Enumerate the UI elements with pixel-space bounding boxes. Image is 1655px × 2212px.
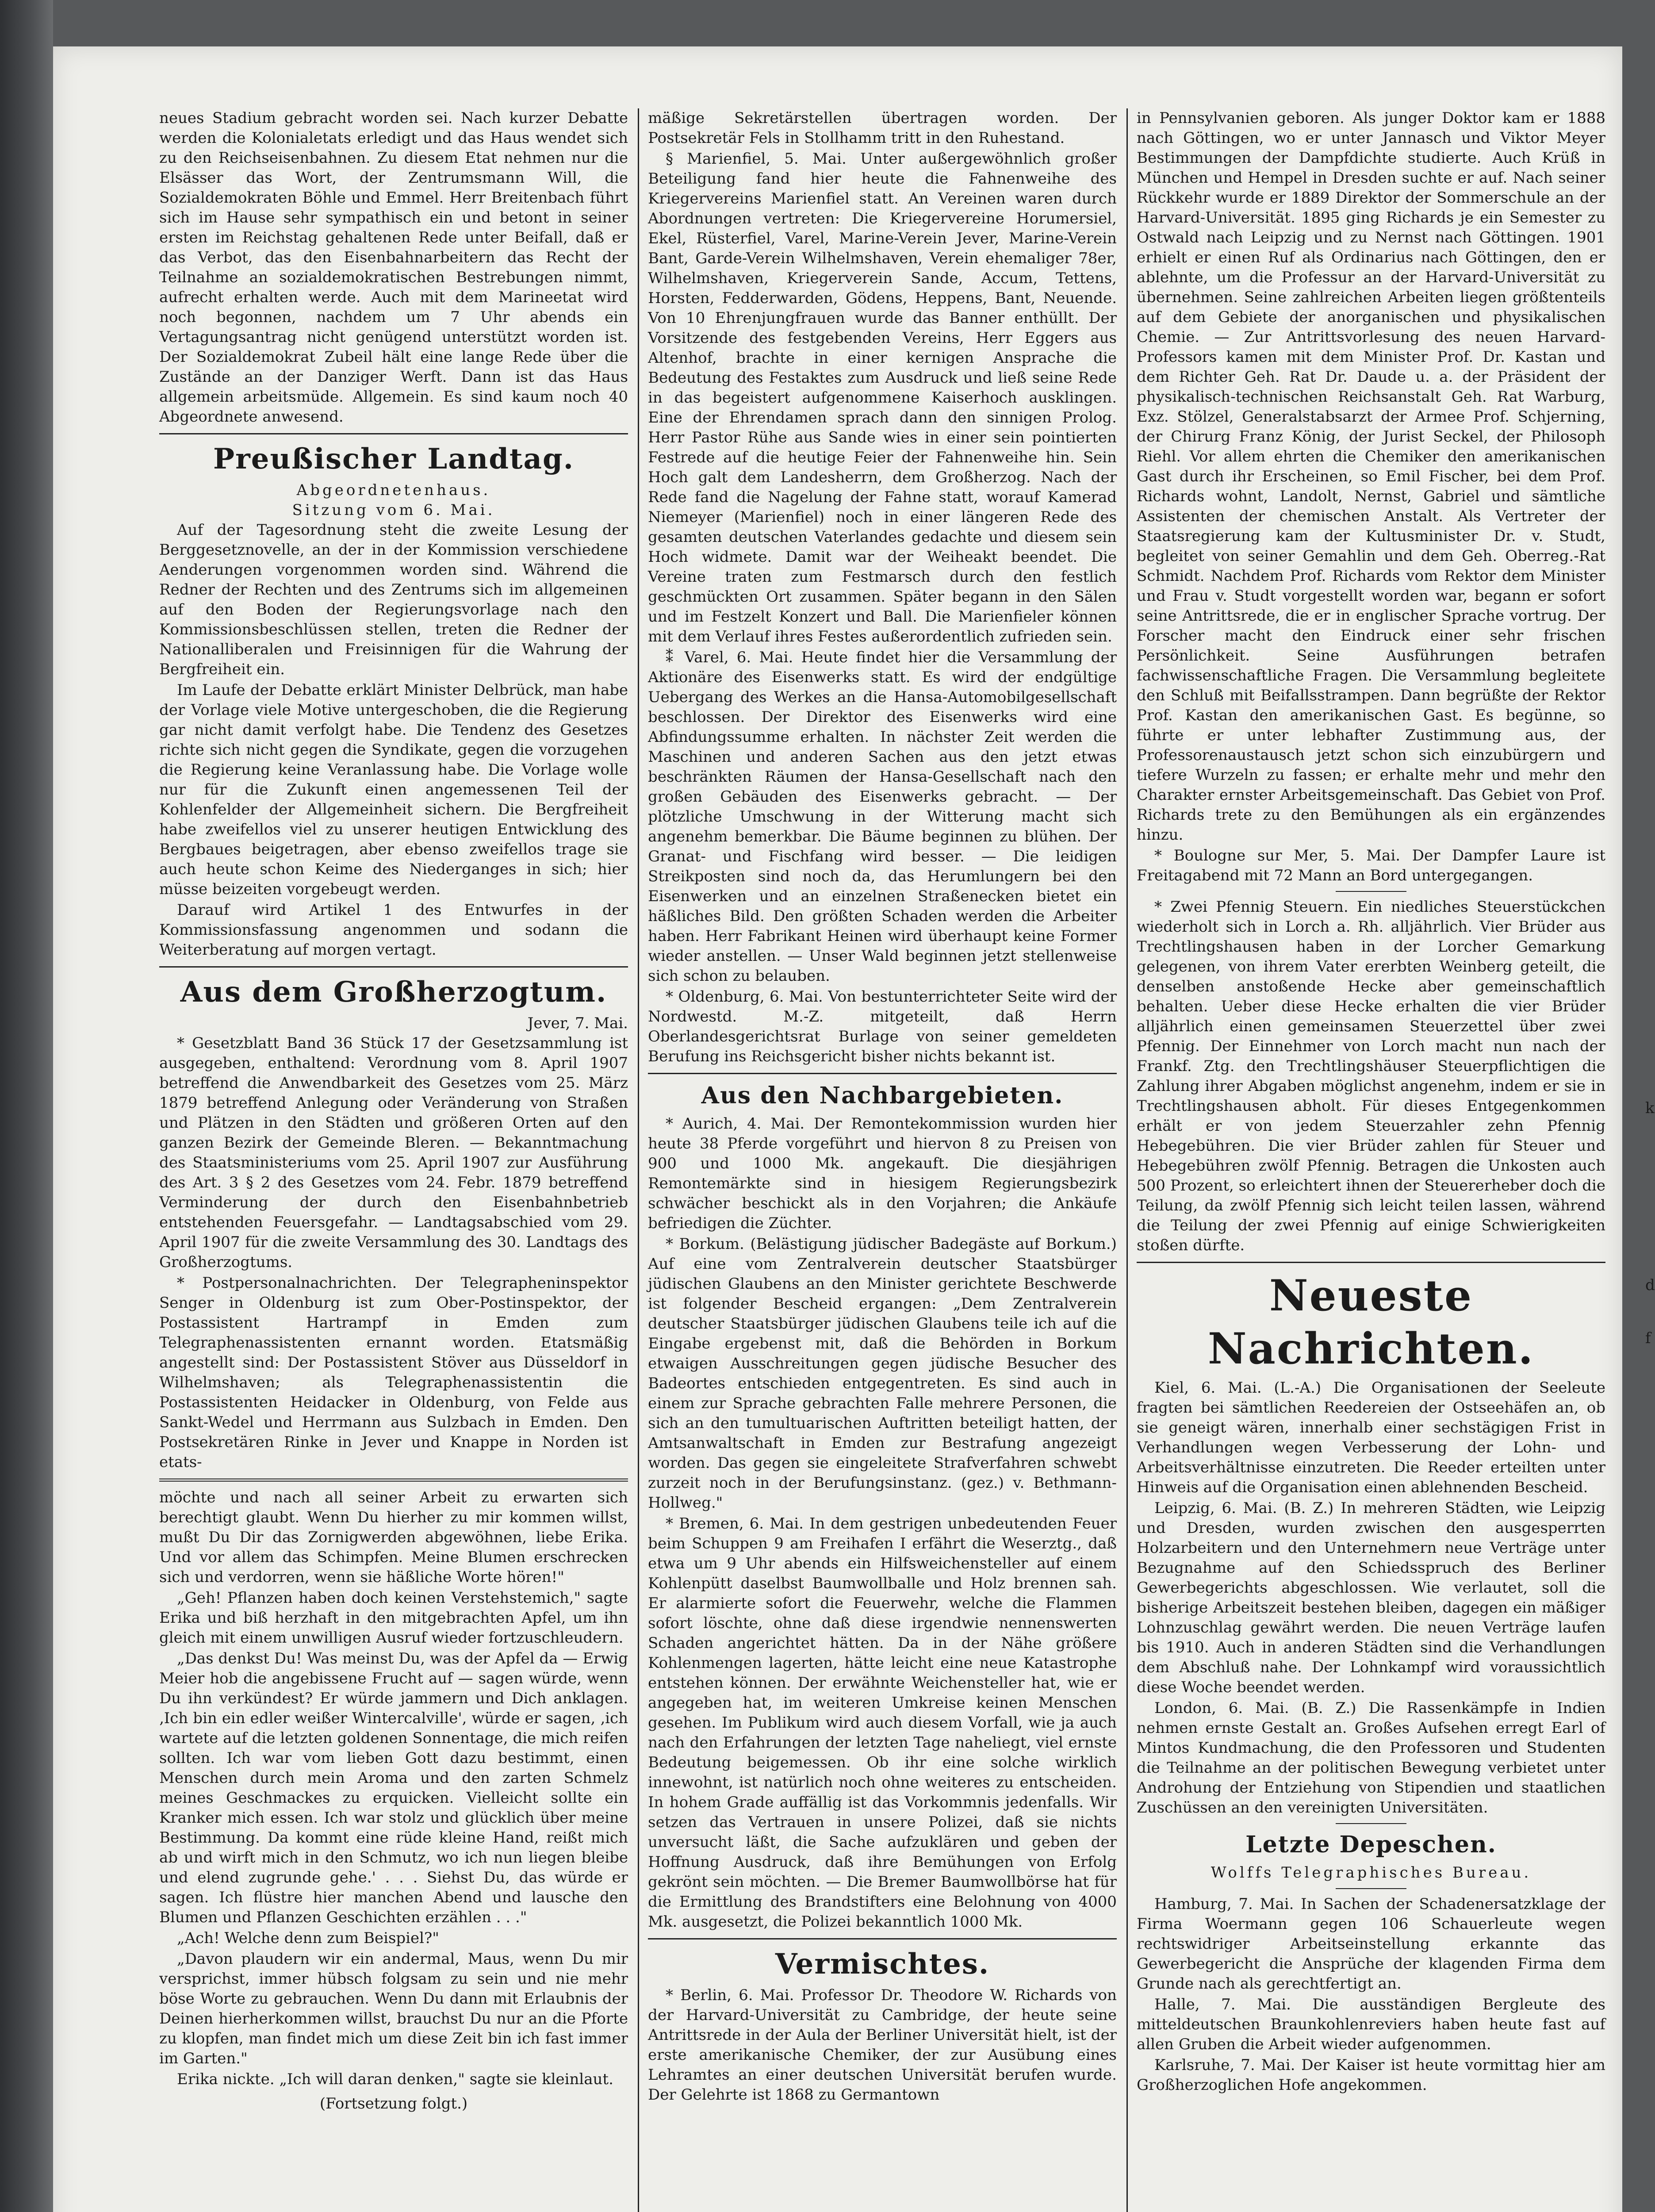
news-item: * Bremen, 6. Mai. In dem gestrigen unbedeutenden Feuer beim Schuppen 9 am Freihafen I erfährt die Weserztg., daß etwa um 9 Uhr abends ein Hilfsweichensteller auf einem Kohlenpütt daselbst Baumwollballe und Holz brennen sah. Er alarmierte sofort die Feuerwehr, welche die Flammen sofort löschte, ohne daß diese irgendwie nennenswerten Schaden angerichtet hätten. Da in der Nähe größere Kohlenmengen lagerten, hätte leicht eine neue Katastrophe entstehen können. Der erwähnte Weichensteller hat, wie er angegeben hat, im weiteren Umkreise keinen Menschen gesehen. Im Publikum wird auch diesem Vorfall, wie ja auch nach den Erfahrungen der letzten Tage naheliegt, viel ernste Bedeutung beigemessen. Ob ihr eine solche wirklich innewohnt, ist natürlich noch ohne weiteres zu entscheiden. In hohem Grade auffällig ist das Vorkommnis jedenfalls. Wir setzen das Vertrauen in unsere Polizei, daß sie nichts unversucht läßt, die Sache aufzuklären und geben der Hoffnung Ausdruck, daß ihre Bemühungen von Erfolg gekrönt sein möchten. — Die Bremer Baumwollbörse hat für die Ermittlung des Brandstifters eine Belohnung von 4000 Mk. ausgesetzt, die Polizei bekanntlich 1000 Mk. (648, 1515, 1117, 1931)
news-item: London, 6. Mai. (B. Z.) Die Rassenkämpfe in Indien nehmen ernste Gestalt an. Großes Aufsehen erregt Earl of Mintos Kundmachung, die den Professoren und Studenten die Teilnahme an der politischen Bewegung verbietet unter Androhung der Entziehung von Stipendien und staatlichen Zuschüssen an den vereinigten Universitäten. (1137, 1699, 1605, 1816)
grossherzogtum-heading: Aus dem Großherzogtum. (180, 975, 607, 1009)
feuilleton-paragraph: „Das denkst Du! Was meinst Du, was der Apfel da — Erwig Meier hob die angebissene Frucht auf — sagen würde, wenn Du ihn verkündest? Er würde jammern und Dich anklagen. ‚Ich bin ein edler weißer Wintercalville', würde er sagen, ‚ich wartete auf die letzten goldenen Sonnentage, die mich reifen sollten. Ich war vom lieben Gott dazu bestimmt, einen Menschen durch mein Aroma und den zarten Schmelz meines Geschmackes zu erquicken. Vielleicht sollte ein Kranker mich essen. Ich war stolz und glücklich über meine Bestimmung. Da kommt eine rüde kleine Hand, reißt mich ab und wirft mich in den Schmutz, wo ich nun liegen bleibe und elend zugrunde gehe.' . . . Siehst Du, das würde er sagen. Ich flüstre hier manchen Abend und lausche den Blumen und Pflanzen Geschichten erzählen . . ." (159, 1650, 628, 1926)
news-item: ⁑ Varel, 6. Mai. Heute findet hier die Versammlung der Aktionäre des Eisenwerks statt. Es wird der endgültige Uebergang des Werkes an die Hansa-Automobilgesellschaft beschlossen. Der Direktor des Eisenwerks wird eine Abfindungssumme erhalten. In nächster Zeit werden die Maschinen und anderen Sachen aus den jetzt etwas beschränkten Räumen der Hansa-Gesellschaft nach den großen Gebäuden des Eisenwerks gebracht. — Der plötzliche Umschwung in der Witterung macht sich angenehm bemerkbar. Die Bäume beginnen zu blühen. Der Granat- und Fischfang wird besser. — Die leidigen Streikposten sind noch da, das Herumlungern bei den Eisenwerken und an einzelnen Straßenecken bietet ein häßliches Bild. Den größten Schaden werden die Arbeiter haben. Herr Fabrikant Heinen wird überhaupt keine Former wieder anstellen. — Unser Wald beginnen jetzt stellenweise sich schon zu belauben. (648, 649, 1117, 985)
landtag-paragraph: Auf der Tagesordnung steht die zweite Lesung der Berggesetznovelle, an der in der Kommission verschiedene Aenderungen vorgenommen worden sind. Während die Redner der Rechten und des Zentrums sich im allgemeinen auf den Boden der Regierungsvorlage nach den Kommissionsbeschlüssen stellen, treten die Redner der Nationalliberalen und Freisinnigen für die Wahrung der Bergfreiheit ein. (159, 521, 628, 678)
short-divider (1336, 891, 1406, 892)
feuilleton-paragraph: „Davon plaudern wir ein andermal, Maus, wenn Du mir versprichst, immer hübsch folgsam zu sein und nie mehr böse Worte zu gebrauchen. Wenn Du dann mit Erlaubnis der Deinen hierherkommen willst, brauchst Du nur an die Pforte zu klopfen, man findet mich um diese Zeit bin ich fast immer im Garten." (159, 1950, 628, 2067)
news-continuation: in Pennsylvanien geboren. Als junger Doktor kam er 1888 nach Göttingen, wo er unter Jannasch und Viktor Meyer Bestimmungen der Dampfdichte studierte. Auch Krüß in München und Hempel in Dresden suchte er auf. Nach seiner Rückkehr wurde er 1889 Direktor der Sommerschule an der Harvard-Universität. 1895 ging Richards je ein Semester zu Ostwald nach Leipzig und zu Nernst nach Göttingen. 1901 erhielt er einen Ruf als Ordinarius nach Göttingen, den er ablehnte, um die Professur an der Harvard-Universität zu übernehmen. Seine zahlreichen Arbeiten liegen größtenteils auf dem Gebiete der anorganischen und physikalischen Chemie. — Zur Antrittsvorlesung des neuen Harvard-Professors kamen mit dem Minister Prof. Dr. Kastan und dem Richter Geh. Rat Dr. Daude u. a. der Präsident der physikalisch-technischen Reichsanstalt Geh. Rat Warburg, Exz. Stölzel, Generalstabsarzt der Armee Prof. Schjerning, der Chirurg Franz König, der Jurist Seckel, der Philosoph Riehl. Vor allem ehrten die Chemiker den amerikanischen Gast durch ihr Erscheinen, so Emil Fischer, bei dem Prof. Richards wohnt, Landolt, Nernst, Gabriel und sämtliche Assistenten der chemischen Anstalt. Als Vertreter der Staatsregierung kam der Kultusminister Dr. v. Studt, begleitet von seiner Gemahlin und dem Geh. Oberreg.-Rat Schmidt. Nachdem Prof. Richards vom Rektor dem Minister und Frau v. Studt vorgestellt worden war, begann er sofort seine Antrittsrede, die er in englischer Sprache vortrug. Der Forscher macht den Eindruck einer sehr frischen Persönlichkeit. Seine Ausführungen betrafen fachwissenschaftliche Fragen. Die Versammlung begleitete den Schluß mit Beifallsstrampen. Dann begrüßte der Rektor Prof. Kastan den amerikanischen Gast. Es begünne, so führte er unter lebhafter Zustimmung aus, der Professorenaustausch jetzt schon sich einzubürgern und tiefere Wurzeln zu fassen; er erhalte mehr und mehr den Charakter ernster Arbeitsgemeinschaft. Das Gebiet von Prof. Richards trete zu den Bemühungen als ein ergänzendes hinzu. (1137, 109, 1605, 844)
letzte-depeschen-heading: Letzte Depeschen. (1245, 1831, 1497, 1858)
feuilleton-paragraph: „Geh! Pflanzen haben doch keinen Verstehstemich," sagte Erika und biß herzhaft in den mitgebrachten Apfel, um ihn gleich mit einem unwilligen Ausruf wieder fortzuschleudern. (159, 1589, 628, 1647)
dateline: Jever, 7. Mai. (527, 1014, 628, 1032)
margin-mark: k (1645, 1099, 1655, 1117)
vermischtes-heading: Vermischtes. (775, 1947, 990, 1981)
newspaper-page (53, 46, 1655, 2212)
section-divider (1137, 1262, 1605, 1263)
margin-mark: d (1645, 1276, 1655, 1294)
column-3 (1137, 108, 1605, 2212)
landtag-session: Sitzung vom 6. Mai. (292, 501, 495, 519)
feuilleton-divider (159, 1479, 628, 1482)
section-divider (159, 966, 628, 968)
continuation-note: (Fortsetzung folgt.) (319, 2095, 468, 2112)
column-2 (648, 108, 1117, 2212)
column-rule-1 (638, 108, 639, 2212)
feuilleton-paragraph: „Ach! Welche denn zum Beispiel?" (177, 1929, 439, 1947)
scan-border-left (0, 0, 53, 2212)
news-item: Hamburg, 7. Mai. In Sachen der Schadenersatzklage der Firma Woermann gegen 106 Schauerleute wegen rechtswidriger Arbeitseinstellung erkannte das Gewerbegericht die Ansprüche der klagenden Firma dem Grunde nach als gerechtfertigt an. (1137, 1895, 1605, 1993)
news-item: * Oldenburg, 6. Mai. Von bestunterrichteter Seite wird der Nordwestd. M.-Z. mitgeteilt, daß Herrn Oberlandesgerichtsrat Burlage von seiner gemeldeten Berufung ins Reichsgericht bisher nichts bekannt ist. (648, 988, 1117, 1065)
news-item: * Borkum. (Belästigung jüdischer Badegäste auf Borkum.) Auf eine vom Zentralverein deutscher Staatsbürger jüdischen Glaubens an den Minister gerichtete Beschwerde ist folgender Bescheid ergangen: „Dem Zentralverein deutscher Staatsbürger jüdischen Glaubens teile ich auf die Eingabe ergebenst mit, daß die Behörden in Borkum etwaigen Ausschreitungen gegen jüdische Besucher des Badeortes entschieden entgegentreten. Es sind auch in einem zur Sprache gebrachten Falle mehrere Personen, die sich an den tumultuarischen Auftritten beteiligt hatten, der Amtsanwaltschaft in Emden zur Bestrafung angezeigt worden. Das gegen sie eingeleitete Strafverfahren schwebt zurzeit noch in der Berufungsinstanz. (gez.) v. Bethmann-Hollweg." (648, 1235, 1117, 1512)
news-item: * Boulogne sur Mer, 5. Mai. Der Dampfer Laure ist Freitagabend mit 72 Mann an Bord untergegangen. (1137, 847, 1605, 884)
news-item: * Gesetzblatt Band 36 Stück 17 der Gesetzsammlung ist ausgegeben, enthaltend: Verordnung vom 8. April 1907 betreffend die Anwendbarkeit des Gesetzes vom 25. März 1879 betreffend Anlegung oder Veränderung von Straßen und Plätzen in den Städten und größeren Orten auf den ganzen Bezirk der Gemeinde Bleren. — Bekanntmachung des Staatsministeriums vom 25. April 1907 zur Ausführung des Art. 3 § 2 des Gesetzes vom 24. Febr. 1879 betreffend Verminderung der durch den Eisenbahnbetrieb entstehenden Feuersgefahr. — Landtagsabschied vom 29. April 1907 für die zweite Versammlung des 30. Landtags des Großherzogtums. (159, 1034, 628, 1271)
landtag-subheading: Abgeordnetenhaus. (296, 481, 491, 499)
news-item: * Postpersonalnachrichten. Der Telegrapheninspektor Senger in Oldenburg ist zum Ober-Postinspektor, der Postassistent Hartrampf in Emden zum Telegraphenassistenten ernannt worden. Etatsmäßig angestellt sind: Der Postassistent Stöver aus Düsseldorf in Wilhelmshaven; als Telegraphenassistentin die Postassistenten Heidacker in Oldenburg, von Felde aus Sankt-Wedel und Herrmann aus Sulzbach in Emden. Den Postsekretären Rinke in Jever und Knappe in Norden ist etats- (159, 1274, 628, 1471)
nachbargebiete-heading: Aus den Nachbargebieten. (701, 1082, 1064, 1109)
news-item: Karlsruhe, 7. Mai. Der Kaiser ist heute vormittag hier am Großherzoglichen Hofe angekommen. (1137, 2056, 1605, 2094)
news-item: * Berlin, 6. Mai. Professor Dr. Theodore W. Richards von der Harvard-Universität zu Cambridge, der heute seine Antrittsrede in der Aula der Berliner Universität hielt, ist der erste amerikanische Chemiker, der zur Ausübung eines Lehramtes an einer deutschen Universität berufen wurde. Der Gelehrte ist 1868 zu Germantown (648, 1986, 1117, 2104)
landtag-heading: Preußischer Landtag. (213, 442, 575, 476)
neueste-nachrichten-heading: Neueste Nachrichten. (1207, 1271, 1535, 1374)
landtag-paragraph: Darauf wird Artikel 1 des Entwurfes in der Kommissionsfassung angenommen und sodann die Weiterberatung auf morgen vertagt. (159, 901, 628, 959)
short-divider (1336, 1823, 1406, 1824)
margin-mark: f (1645, 1329, 1651, 1347)
news-item: * Aurich, 4. Mai. Der Remontekommission wurden hier heute 38 Pferde vorgeführt und hiervon 8 zu Preisen von 900 und 1000 Mk. angekauft. Die diesjährigen Remontemärkte sind in hiesigem Regierungsbezirk schwächer beschickt als in den Vorjahren; die Ankäufe befriedigen die Züchter. (648, 1115, 1117, 1232)
news-continuation: mäßige Sekretärstellen übertragen worden. Der Postsekretär Fels in Stollhamm tritt in den Ruhestand. (648, 109, 1117, 147)
news-item: Halle, 7. Mai. Die ausständigen Bergleute des mitteldeutschen Braunkohlenreviers haben heute fast auf allen Gruben die Arbeit wieder aufgenommen. (1137, 1996, 1605, 2053)
news-item: * Zwei Pfennig Steuern. Ein niedliches Steuerstückchen wiederholt sich in Lorch a. Rh. alljährlich. Vier Brüder aus Trechtlingshausen haben in der Lorcher Gemarkung gelegenen, von ihrem Vater ererbten Weinberg geteilt, die denselben anstoßende Hecke aber gemeinschaftlich behalten. Ueber diese Hecke erhalten die vier Brüder alljährlich einen gemeinsamen Steuerzettel über zwei Pfennig. Der Einnehmer von Lorch macht nun nach der Frankf. Ztg. den Trechtlingshäuser Steuerpflichtigen die Zahlung ihrer Abgaben möglichst angenehm, indem er sie in Trechtlingshausen abholt. Für dieses Entgegenkommen erhält er von jedem Steuerzahler zehn Pfennig Hebegebühren. Die vier Brüder zahlen für Steuer und Hebegebühren zwölf Pfennig. Betragen die Unkosten auch 500 Prozent, so erleichtert ihnen der Steuererheber doch die Teilung, da zwölf Pfennig sich leicht teilen lassen, während die Teilung der zwei Pfennig auf einige Schwierigkeiten stoßen dürfte. (1137, 898, 1605, 1254)
section-divider (159, 433, 628, 434)
news-item: § Marienfiel, 5. Mai. Unter außergewöhnlich großer Beteiligung fand hier heute die Fahnenweihe des Kriegervereins Marienfiel statt. An Vereinen waren durch Abordnungen vertreten: Die Kriegervereine Horumersiel, Ekel, Rüsterfiel, Varel, Marine-Verein Jever, Marine-Verein Bant, Garde-Verein Wilhelmshaven, Verein ehemaliger 78er, Wilhelmshaven, Kriegerverein Sande, Accum, Tettens, Horsten, Fedderwarden, Gödens, Heppens, Bant, Neuende. Von 10 Ehrenjungfrauen wurde das Banner enthüllt. Der Vorsitzende des festgebenden Vereins, Herr Eggers aus Altenhof, brachte in einer kernigen Ansprache die Bedeutung des Festaktes zum Ausdruck und ließ seine Rede in das begeistert aufgenommene Kaiserhoch ausklingen. Eine der Ehrendamen sprach dann den sinnigen Prolog. Herr Pastor Rühe aus Sande wies in einer sein pointierten Festrede auf die heutige Feier der Fahnenweihe hin. Sein Hoch galt dem Landesherrn, dem Großherzog. Nach der Rede fand die Nagelung der Fahne statt, worauf Kamerad Niemeyer (Marienfiel) noch in einer längeren Rede des gesamten deutschen Vaterlandes gedachte und diesem sein Hoch widmete. Damit war der Weiheakt beendet. Die Vereine traten zum Festmarsch durch den festlich geschmückten Ort zusammen. Später begann in den Sälen und im Festzelt Konzert und Ball. Die Marienfieler können mit dem Verlauf ihres Festes außerordentlich zufrieden sein. (648, 150, 1117, 645)
feuilleton-paragraph: Erika nickte. „Ich will daran denken," sagte sie kleinlaut. (177, 2070, 613, 2088)
reichstag-continuation: neues Stadium gebracht worden sei. Nach kurzer Debatte werden die Kolonialetats erledigt und das Haus wendet sich zu den Reichseisenbahnen. Zu diesem Etat nehmen nur die Elsässer das Wort, der Zentrumsmann Will, die Sozialdemokraten Böhle und Emmel. Herr Breitenbach führt sich im Hause sehr sympathisch ein und betont in seiner ersten im Reichstag gehaltenen Rede unter Beifall, daß er das Verbot, das den Eisenbahnarbeitern das Recht der Teilnahme an sozialdemokratischen Bestrebungen nimmt, aufrecht erhalten werde. Auch mit dem Marineetat wird noch begonnen, nachdem um 7 Uhr abends ein Vertagungsantrag nicht genügend unterstützt worden ist. Der Sozialdemokrat Zubeil hält eine lange Rede über die Zustände an der Danziger Werft. Dann ist das Haus allgemein arbeitsmüde. Allgemein. Es sind kaum noch 40 Abgeordnete anwesend. (159, 109, 628, 426)
section-divider (648, 1938, 1117, 1939)
feuilleton-paragraph: möchte und nach all seiner Arbeit zu erwarten sich berechtigt glaubt. Wenn Du hierher zu mir kommen willst, mußt Du Dir das Zornigwerden abgewöhnen, liebe Erika. Und vor allem das Schimpfen. Meine Blumen erschrecken sich und verdorren, wenn sie häßliche Worte hören!" (159, 1489, 628, 1586)
news-item: Leipzig, 6. Mai. (B. Z.) In mehreren Städten, wie Leipzig und Dresden, wurden zwischen den ausgesperrten Holzarbeitern und den Unternehmern neue Verträge unter Bezugnahme auf den Schiedsspruch des Berliner Gewerbegerichts abgeschlossen. Wie verlautet, soll die bisherige Arbeitszeit bestehen bleiben, dagegen ein mäßiger Lohnzuschlag gewährt werden. Die neuen Verträge laufen bis 1910. Auch in anderen Städten sind die Verhandlungen dem Abschluß nahe. Der Lohnkampf wird voraussichtlich diese Woche beendet werden. (1137, 1499, 1605, 1696)
section-divider (648, 1073, 1117, 1074)
landtag-paragraph: Im Laufe der Debatte erklärt Minister Delbrück, man habe der Vorlage viele Motive untergeschoben, die die Regierung gar nicht damit verfolgt habe. Die Tendenz des Gesetzes richte sich nicht gegen die Syndikate, gegen die vorzugehen die Regierung keine Veranlassung habe. Die Vorlage wolle nur für die Zukunft einen angemessenen Teil der Kohlenfelder der Allgemeinheit sichern. Die Bergfreiheit habe zweifellos viel zu unserer heutigen Entwicklung des Bergbaues beigetragen, aber ebenso zweifellos trage sie auch heute schon Keime des Niederganges in sich; hier müsse beizeiten vorgebeugt werden. (159, 681, 628, 898)
news-item: Kiel, 6. Mai. (L.-A.) Die Organisationen der Seeleute fragten bei sämtlichen Reedereien der Ostseehäfen an, ob sie geneigt wären, innerhalb einer sechstägigen Frist in Verhandlungen wegen Verbesserung der Lohn- und Arbeitsverhältnisse einzutreten. Die Reeder erteilten unter Hinweis auf die Organisation einen ablehnenden Bescheid. (1137, 1379, 1605, 1496)
short-divider (1336, 1888, 1406, 1889)
column-rule-2 (1126, 108, 1128, 2212)
depeschen-source: Wolffs Telegraphisches Bureau. (1211, 1864, 1532, 1882)
column-1 (159, 108, 628, 2212)
